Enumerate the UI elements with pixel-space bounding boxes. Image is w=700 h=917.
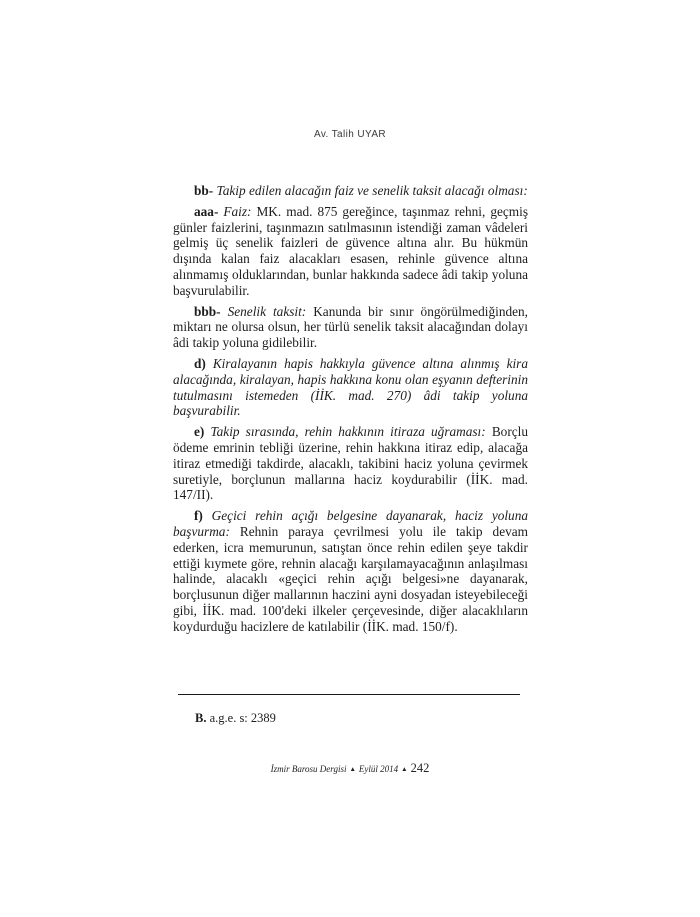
paragraph-marker: f) — [194, 508, 203, 524]
footer-journal-title: İzmir Barosu Dergisi — [270, 764, 347, 774]
paragraph-bb — [173, 183, 528, 199]
page-footer — [0, 761, 700, 776]
paragraph-lead-italic: Geçici rehin açığı belgesine dayanarak, haciz yoluna başvurma: — [173, 508, 529, 539]
paragraph-lead-italic: Takip sırasında, rehin hakkının itiraza uğraması: — [210, 424, 486, 440]
paragraph-marker: d) — [194, 355, 206, 371]
paragraph-marker: bb- — [194, 183, 214, 198]
footnote-text: a.g.e. s: 2389 — [209, 711, 276, 725]
paragraph-marker: bbb- — [194, 303, 221, 319]
paragraph-lead-italic: Takip edilen alacağın faiz ve senelik taksit alacağı olması: — [216, 183, 528, 198]
paragraph-body: Kanunda bir sınır öngörülmediğinden, miktarı ne olursa olsun, her türlü senelik taksit alacağından dolayı âdi takip yoluna gidilebilir. — [173, 303, 529, 351]
footnote-marker: B. — [195, 711, 207, 725]
paragraph-lead-italic: Senelik taksit: — [227, 303, 307, 319]
body-text — [173, 183, 528, 640]
footnote-separator-rule — [178, 694, 520, 695]
paragraph-body: MK. mad. 875 gereğince, taşınmaz rehni, geçmiş günler faizlerini, taşınmazın satılmasının istendiği zaman vâdeleri gelmiş üç senelik faizleri de güvence altına alır. Bu hükmün dışında kalan faiz alacakları esasen, rehinle güvence altına alınmamış olduklarından, bunlar hakkında sadece âdi takip yoluna başvurulabilir. — [173, 203, 528, 298]
paragraph-bbb — [173, 304, 528, 351]
footer-issue-date: Eylül 2014 — [358, 764, 399, 774]
paragraph-lead-italic: Faiz: — [223, 203, 252, 219]
paragraph-d — [173, 356, 528, 419]
paragraph-body: Rehnin paraya çevrilmesi yolu ile takip devam ederken, icra memurunun, satıştan önce rehin edilen şeye takdir ettiği kıymete göre, rehnin alacağı karşılamayacağının anlaşılması halinde, alacaklı «geçici rehin açığı belgesi»ne dayanarak, borçlusunun diğer mallarının haczini ayni dosyadan isteyebileceği gibi, İİK. mad. 100'deki ilkeler çerçevesinde, diğer alacaklıların koydurduğu hacizlere de katılabilir (İİK. mad. 150/f). — [173, 523, 528, 634]
paragraph-f — [173, 508, 528, 634]
footnote — [195, 711, 276, 726]
paragraph-e — [173, 424, 528, 503]
paragraph-marker: e) — [194, 424, 205, 440]
paragraph-marker: aaa- — [194, 203, 219, 219]
triangle-icon: ▲ — [401, 765, 408, 773]
paragraph-body: Borçlu ödeme emrinin tebliği üzerine, rehin hakkına itiraz edip, alacağa itiraz etmediği takdirde, alacaklı, takibini haciz yoluna çevirmek suretiyle, borçlunun mallarına haciz koydurabilir (İİK. mad. 147/II). — [173, 424, 529, 503]
running-header-author: Av. Talih UYAR — [313, 129, 387, 140]
paragraph-aaa — [173, 204, 528, 299]
footer-page-number: 242 — [410, 761, 430, 775]
paragraph-lead-italic: Kiralayanın hapis hakkıyla güvence altına alınmış kira alacağında, kiralayan, hapis hakkına konu olan eşyanın defterinin tutulmasını istemeden (İİK. mad. 270) âdi takip yoluna başvurabilir. — [173, 355, 528, 419]
triangle-icon: ▲ — [349, 765, 356, 773]
